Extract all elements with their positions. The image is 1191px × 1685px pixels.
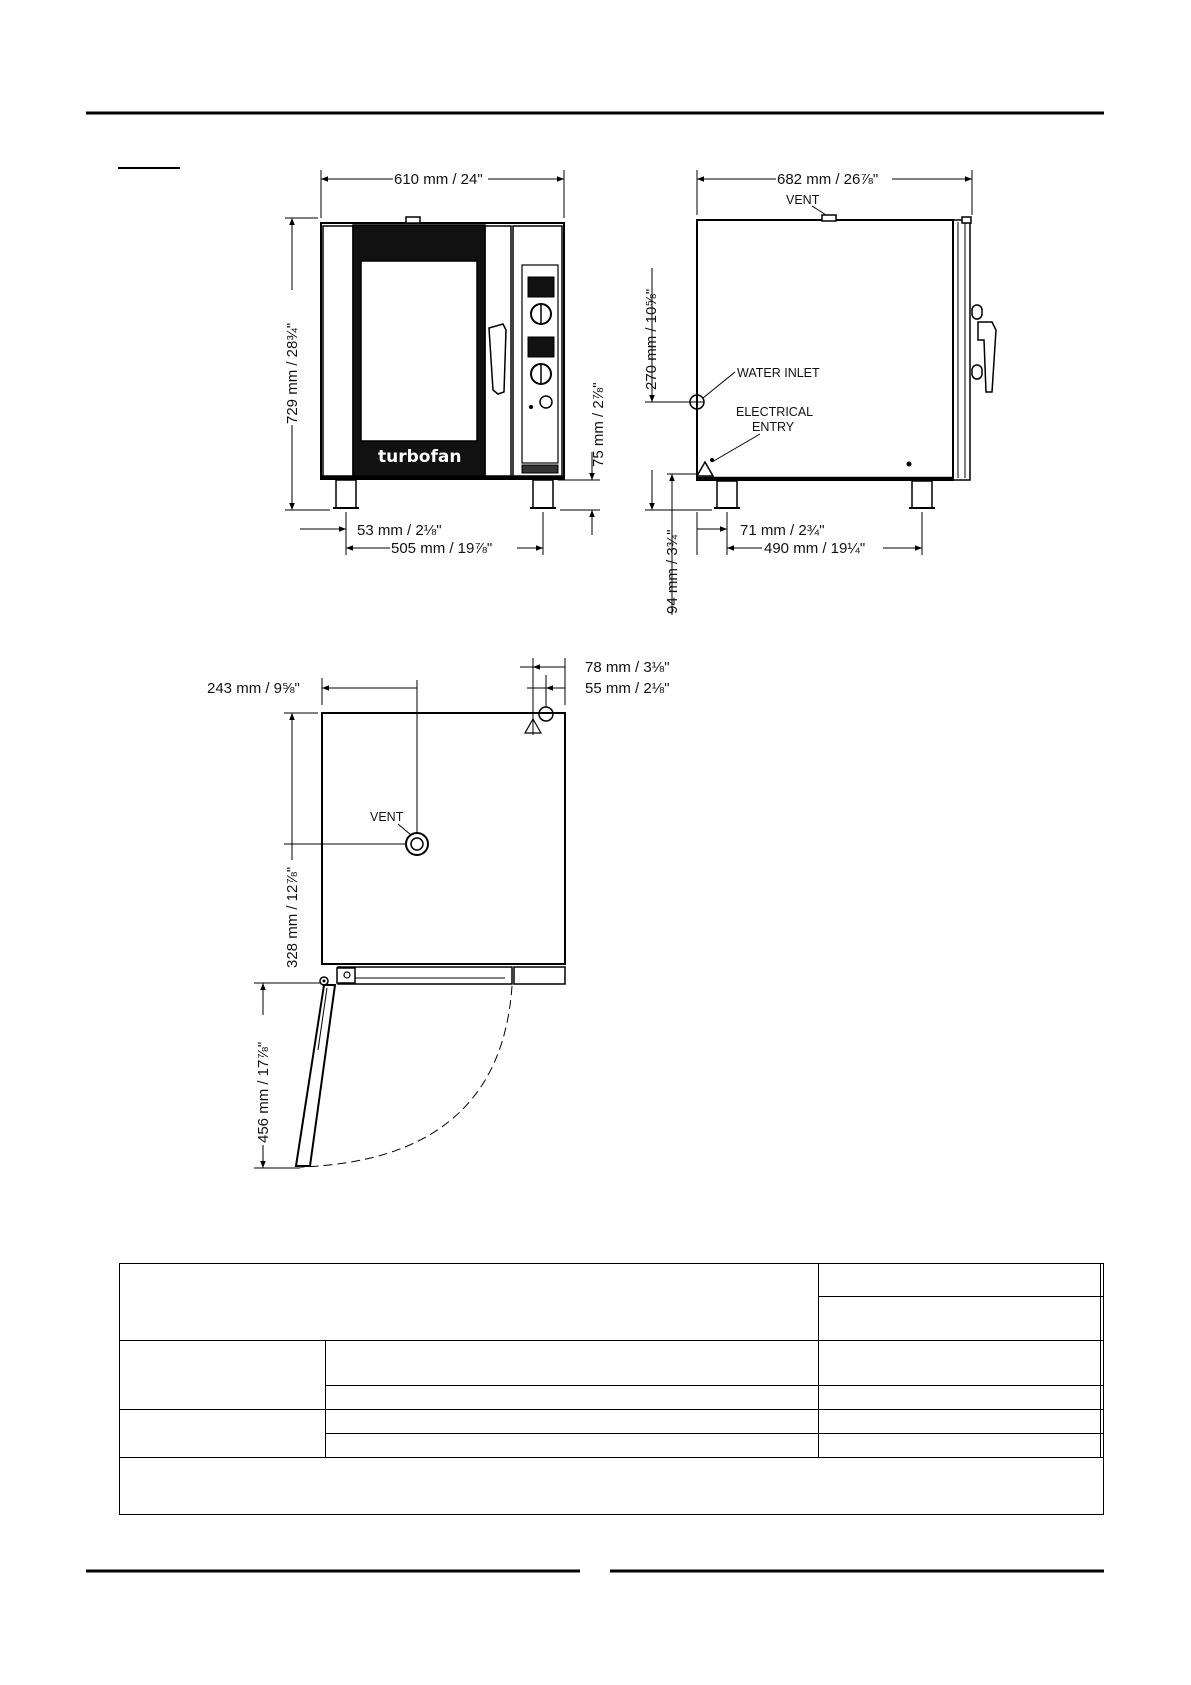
specifications-table bbox=[119, 1263, 1104, 1515]
spec-cell bbox=[819, 1386, 1101, 1410]
display-top bbox=[528, 277, 554, 297]
spec-cell bbox=[819, 1341, 1101, 1386]
spec-cell bbox=[120, 1410, 326, 1458]
front-door-glass bbox=[361, 261, 477, 441]
spec-cell bbox=[326, 1434, 819, 1458]
front-foot-left bbox=[336, 480, 356, 508]
spec-cell bbox=[1101, 1297, 1104, 1341]
spec-cell bbox=[819, 1264, 1101, 1297]
side-vent bbox=[822, 215, 836, 221]
front-left-panel bbox=[323, 226, 353, 476]
spec-cell bbox=[120, 1264, 819, 1341]
display-bottom bbox=[528, 337, 554, 357]
spec-cell bbox=[1101, 1386, 1104, 1410]
spec-cell bbox=[1101, 1341, 1104, 1386]
side-foot-offset-dim: 71 mm / 2¾" bbox=[740, 522, 825, 539]
spec-note-cell bbox=[120, 1458, 1104, 1515]
spec-cell bbox=[1101, 1434, 1104, 1458]
spec-cell bbox=[1101, 1410, 1104, 1434]
vent-x-dim: 243 mm / 9⅝" bbox=[207, 680, 300, 697]
electrical-entry-label-1: ELECTRICAL bbox=[736, 405, 814, 419]
side-view bbox=[690, 215, 996, 508]
side-foot-left bbox=[717, 481, 737, 508]
spec-cell bbox=[1101, 1264, 1104, 1297]
spec-cell bbox=[819, 1434, 1101, 1458]
front-foot-right bbox=[533, 480, 553, 508]
top-view bbox=[296, 707, 565, 1167]
spec-cell bbox=[326, 1386, 819, 1410]
control-grille bbox=[522, 465, 558, 473]
electrical-entry-symbol bbox=[697, 462, 713, 476]
inlet-offset-2-dim: 55 mm / 2⅛" bbox=[585, 680, 670, 697]
side-body bbox=[697, 220, 953, 480]
spec-cell bbox=[819, 1410, 1101, 1434]
side-door-edge bbox=[953, 220, 970, 480]
spec-cell bbox=[819, 1297, 1101, 1341]
front-foot-offset-dim: 53 mm / 2⅛" bbox=[357, 522, 442, 539]
electrical-entry-label-2: ENTRY bbox=[752, 420, 795, 434]
side-depth-dim: 682 mm / 26⅞" bbox=[777, 171, 879, 188]
front-width-dim: 610 mm / 24" bbox=[394, 171, 483, 188]
top-open-door bbox=[296, 985, 335, 1166]
front-height-dim: 729 mm / 28¾" bbox=[284, 322, 301, 424]
spec-cell bbox=[120, 1341, 326, 1410]
door-swing-dim: 456 mm / 17⅞" bbox=[255, 1041, 272, 1143]
top-vent-symbol bbox=[406, 833, 428, 855]
side-handle bbox=[978, 322, 996, 392]
spec-cell bbox=[326, 1410, 819, 1434]
vent-y-dim: 328 mm / 12⅞" bbox=[284, 866, 301, 968]
top-body bbox=[322, 713, 565, 964]
top-control-block bbox=[514, 967, 565, 984]
front-vent bbox=[406, 217, 420, 223]
front-door-handle bbox=[489, 324, 506, 394]
front-foot-span-dim: 505 mm / 19⅞" bbox=[391, 540, 493, 557]
top-hinge-block bbox=[337, 968, 355, 983]
small-knob bbox=[540, 396, 552, 408]
front-brand-logo: turbofan bbox=[378, 447, 462, 467]
front-foot-height-dim: 75 mm / 2⅞" bbox=[590, 382, 607, 467]
side-handle-bracket-bottom bbox=[972, 365, 982, 379]
water-inlet-label: WATER INLET bbox=[737, 366, 820, 380]
side-foot-right bbox=[912, 481, 932, 508]
inlet-offset-1-dim: 78 mm / 3⅛" bbox=[585, 659, 670, 676]
side-handle-bracket-top bbox=[972, 305, 982, 319]
top-vent-label: VENT bbox=[370, 810, 404, 824]
side-foot-span-dim: 490 mm / 19¼" bbox=[764, 540, 866, 557]
side-vent-label: VENT bbox=[786, 193, 820, 207]
top-door-rail bbox=[338, 967, 512, 984]
spec-cell bbox=[326, 1341, 819, 1386]
electrical-height-dim: 94 mm / 3¾" bbox=[664, 529, 681, 614]
water-inlet-height-dim: 270 mm / 10⅝" bbox=[643, 288, 660, 390]
